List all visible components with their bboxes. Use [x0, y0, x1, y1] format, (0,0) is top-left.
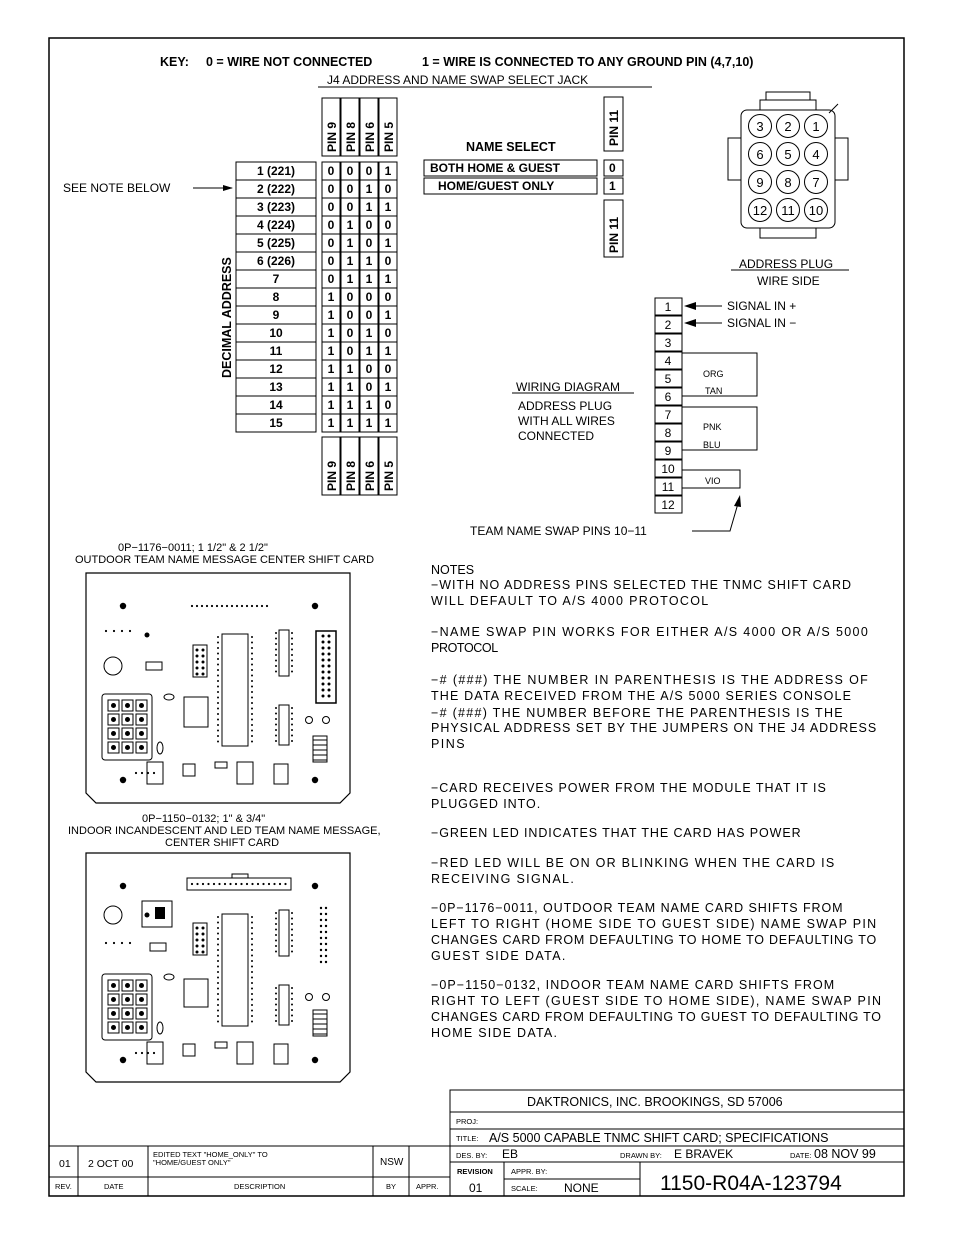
see-note-arrowhead: [223, 185, 233, 191]
address-label: 7: [272, 272, 280, 286]
swap-arrowhead: [734, 495, 741, 507]
note-line: CHANGES CARD FROM DEFAULTING TO GUEST TO DEFAULTING TO: [431, 1010, 881, 1024]
jack-title: J4 ADDRESS AND NAME SWAP SELECT JACK: [327, 73, 589, 87]
led: [323, 717, 330, 724]
plug-top-collar: [760, 100, 816, 110]
address-bit: 0: [327, 218, 335, 232]
address-bit: 1: [327, 290, 335, 304]
address-bit: 0: [384, 362, 392, 376]
title-block: [450, 1090, 904, 1196]
address-bit: 0: [384, 398, 392, 412]
address-bit: 0: [327, 254, 335, 268]
notes-section: [431, 563, 881, 1040]
note-line: HOME SIDE DATA.: [431, 1026, 557, 1040]
address-bit: 0: [346, 182, 354, 196]
secondary-ic: [279, 630, 289, 676]
led: [306, 717, 313, 724]
address-bit: 1: [384, 416, 392, 430]
name-select-bit-home: 1: [609, 179, 616, 193]
pin-header-label: PIN 6: [363, 460, 377, 491]
wiring-desc-3: CONNECTED: [518, 429, 595, 443]
address-bit: 0: [365, 164, 373, 178]
address-bit: 0: [365, 380, 373, 394]
drawing-date: 08 NOV 99: [814, 1147, 876, 1161]
plug-pin-number: 7: [812, 175, 820, 190]
proj-label: PROJ:: [456, 1117, 479, 1126]
address-label: 9: [272, 308, 280, 322]
address-bit: 1: [327, 308, 335, 322]
pin-header-label: PIN 9: [325, 121, 339, 152]
address-bit: 0: [384, 290, 392, 304]
plug-pin-number: 11: [781, 203, 795, 218]
note-line: −0P−1150−0132, INDOOR TEAM NAME CARD SHIFTS FROM: [431, 978, 835, 992]
address-bit: 1: [327, 380, 335, 394]
wiring-desc-1: ADDRESS PLUG: [518, 399, 613, 413]
address-bit: 1: [346, 362, 354, 376]
drawing-number: 1150-R04A-123794: [660, 1172, 842, 1195]
pin-header-top: [322, 98, 397, 156]
plug-right-tab: [835, 138, 848, 180]
small-ic: [183, 1044, 195, 1056]
address-bit: 1: [384, 272, 392, 286]
address-bit: 1: [346, 236, 354, 250]
name-select: [424, 97, 623, 257]
address-bit: 1: [365, 254, 373, 268]
wire-vio: VIO: [705, 476, 721, 486]
note-line: PHYSICAL ADDRESS SET BY THE JUMPERS ON THE J4 ADDRESS: [431, 721, 877, 735]
des-by: EB: [502, 1147, 519, 1161]
note-line: RIGHT TO LEFT (GUEST SIDE TO HOME SIDE), NAME SWAP PIN: [431, 994, 881, 1008]
wire-pnk: PNK: [703, 422, 722, 432]
address-bit: 0: [346, 326, 354, 340]
address-label: 3 (223): [256, 200, 296, 214]
address-bit: 1: [365, 200, 373, 214]
small-ic: [237, 762, 253, 784]
address-label: 11: [269, 344, 283, 358]
mounting-hole: [120, 883, 126, 889]
mounting-hole: [312, 1057, 318, 1063]
see-note-label: SEE NOTE BELOW: [63, 181, 171, 195]
address-label: 5 (225): [256, 236, 296, 250]
note-line: −GREEN LED INDICATES THAT THE CARD HAS POWER: [431, 826, 801, 840]
swap-label: TEAM NAME SWAP PINS 10−11: [470, 524, 647, 538]
wiring-pin-number: 12: [661, 498, 675, 512]
address-plug-connector: [728, 92, 849, 288]
address-bit: 1: [346, 416, 354, 430]
address-bit: 0: [365, 236, 373, 250]
wiring-pin-number: 6: [664, 390, 672, 404]
scale-value: NONE: [564, 1181, 599, 1195]
note-line: WILL DEFAULT TO A/S 4000 PROTOCOL: [431, 594, 709, 608]
revision-block: [49, 1146, 450, 1196]
diode: [150, 943, 166, 951]
mounting-hole: [312, 603, 318, 609]
rev-header-rev: REV.: [55, 1182, 72, 1191]
wire-blu: BLU: [703, 440, 721, 450]
title-label: TITLE:: [456, 1134, 479, 1143]
plug-pin-number: 4: [812, 147, 820, 162]
plug-pin-number: 3: [756, 119, 764, 134]
wiring-desc-2: WITH ALL WIRES: [518, 414, 615, 428]
jumper-block: [193, 645, 207, 677]
rev-by: NSW: [380, 1157, 404, 1168]
pin-header-label: PIN 5: [382, 121, 396, 152]
notes-heading: NOTES: [431, 563, 475, 577]
note-line: CHANGES CARD FROM DEFAULTING TO HOME TO DEFAULTING TO: [431, 933, 877, 947]
decimal-address-label: DECIMAL ADDRESS: [220, 257, 234, 378]
address-label: 15: [269, 416, 283, 430]
address-bit: 1: [365, 398, 373, 412]
scale-label: SCALE:: [511, 1184, 538, 1193]
name-select-bit-both: 0: [609, 161, 616, 175]
address-bit: 0: [346, 290, 354, 304]
key-one: 1 = WIRE IS CONNECTED TO ANY GROUND PIN (4,7,10): [422, 55, 754, 69]
rev-desc-1: EDITED TEXT "HOME_ONLY" TO: [153, 1150, 268, 1159]
wiring-pin-number: 1: [664, 300, 672, 314]
regulator: [184, 697, 208, 727]
address-bit: 0: [327, 200, 335, 214]
rev-desc-2: "HOME/GUEST ONLY": [153, 1158, 231, 1167]
rev-value: 01: [59, 1158, 71, 1170]
plug-pin-number: 10: [808, 203, 824, 218]
note-line: RECEIVING SIGNAL.: [431, 872, 574, 886]
plug-pin-number: 5: [784, 147, 792, 162]
note-line: −WITH NO ADDRESS PINS SELECTED THE TNMC SHIFT CARD: [431, 578, 851, 592]
address-label: 12: [269, 362, 283, 376]
address-bit: 1: [365, 272, 373, 286]
card1-title-1: 0P−1176−0011; 1 1/2" & 2 1/2": [118, 542, 268, 554]
address-label: 6 (226): [256, 254, 296, 268]
note-line: −NAME SWAP PIN WORKS FOR EITHER A/S 4000 OR A/S 5000: [431, 625, 868, 639]
wiring-pin-number: 9: [664, 444, 672, 458]
mounting-hole: [312, 883, 318, 889]
small-ic: [183, 764, 195, 776]
address-label: 4 (224): [256, 218, 296, 232]
address-label: 1 (221): [256, 164, 296, 178]
drawn-by: E BRAVEK: [674, 1147, 734, 1161]
wire-tan: TAN: [705, 386, 723, 396]
address-bit: 1: [384, 164, 392, 178]
appr-label: APPR. BY:: [511, 1167, 548, 1176]
address-bit: 0: [365, 290, 373, 304]
card2-title-1: 0P−1150−0132; 1" & 3/4": [142, 813, 266, 825]
pin-header-label: PIN 9: [325, 460, 339, 491]
address-bit: 1: [346, 272, 354, 286]
rev-header-date: DATE: [104, 1182, 124, 1191]
wiring-pin-number: 3: [664, 336, 672, 350]
address-bit: 0: [384, 254, 392, 268]
plug-pin-number: 12: [752, 203, 768, 218]
card2-board: [86, 853, 350, 1082]
note-line: PROTOCOL: [431, 641, 499, 655]
address-label: 10: [269, 326, 283, 340]
secondary-ic: [279, 910, 289, 956]
address-bit: 1: [365, 326, 373, 340]
note-line: −# (###) THE NUMBER IN PARENTHESIS IS THE ADDRESS OF: [431, 673, 868, 687]
revision-label: REVISION: [457, 1167, 493, 1176]
address-bit: 1: [365, 344, 373, 358]
des-label: DES. BY:: [456, 1151, 488, 1160]
address-bit: 1: [384, 200, 392, 214]
rev-date: 2 OCT 00: [88, 1158, 134, 1170]
name-select-row-home: HOME/GUEST ONLY: [438, 179, 555, 193]
address-bit: 1: [384, 380, 392, 394]
diode: [146, 662, 162, 670]
signal-minus-arrowhead: [684, 319, 696, 327]
address-bit: 0: [365, 362, 373, 376]
note-line: −0P−1176−0011, OUTDOOR TEAM NAME CARD SHIFTS FROM: [431, 901, 843, 915]
address-bit: 0: [384, 218, 392, 232]
address-bit: 0: [346, 200, 354, 214]
address-bit: 0: [327, 182, 335, 196]
wiring-title: WIRING DIAGRAM: [516, 380, 620, 394]
key-label: KEY:: [160, 55, 189, 69]
address-label: 2 (222): [256, 182, 296, 196]
jumper-block: [193, 923, 207, 955]
name-select-row-both: BOTH HOME & GUEST: [430, 161, 561, 175]
address-bit: 1: [365, 416, 373, 430]
name-select-pin-bottom: PIN 11: [607, 216, 621, 253]
led: [323, 994, 330, 1001]
mounting-hole: [120, 603, 126, 609]
mounting-hole: [312, 777, 318, 783]
note-line: PLUGGED INTO.: [431, 797, 541, 811]
address-bit: 0: [384, 182, 392, 196]
address-bit: 1: [327, 416, 335, 430]
note-line: PINS: [431, 737, 465, 751]
card1-title-2: OUTDOOR TEAM NAME MESSAGE CENTER SHIFT CARD: [75, 554, 375, 566]
wiring-diagram: [470, 298, 796, 538]
main-ic: [222, 914, 248, 1026]
key-legend: [160, 55, 753, 69]
plug-pin-number: 8: [784, 175, 792, 190]
plug-subtitle: WIRE SIDE: [757, 274, 820, 288]
pin-header-bottom: [322, 437, 397, 495]
drawn-label: DRAWN BY:: [620, 1151, 662, 1160]
address-bit: 0: [327, 164, 335, 178]
wire-org: ORG: [703, 369, 724, 379]
rev-header-by: BY: [386, 1182, 397, 1191]
address-bit: 1: [346, 218, 354, 232]
wiring-pin-number: 4: [664, 354, 672, 368]
note-line: −RED LED WILL BE ON OR BLINKING WHEN THE CARD IS: [431, 856, 835, 870]
wiring-pin-number: 2: [664, 318, 672, 332]
revision-value: 01: [469, 1181, 483, 1195]
address-bit: 0: [327, 236, 335, 250]
main-ic: [222, 634, 248, 746]
small-ic: [237, 1042, 253, 1064]
address-bit: 1: [327, 344, 335, 358]
capacitor: [104, 906, 122, 924]
company-name: DAKTRONICS, INC. BROOKINGS, SD 57006: [527, 1095, 783, 1109]
pin-header-label: PIN 5: [382, 460, 396, 491]
note-line: LEFT TO RIGHT (HOME SIDE TO GUEST SIDE) NAME SWAP PIN: [431, 917, 877, 931]
address-bit: 1: [327, 362, 335, 376]
address-label: 14: [269, 398, 283, 412]
small-ic: [274, 764, 288, 784]
mounting-hole: [120, 1057, 126, 1063]
note-line: GUEST SIDE DATA.: [431, 949, 566, 963]
address-bit: 1: [384, 308, 392, 322]
swap-arrow: [692, 500, 739, 531]
address-label: 8: [272, 290, 280, 304]
rev-header-appr: APPR.: [416, 1182, 439, 1191]
mounting-hole: [120, 777, 126, 783]
address-table: [236, 162, 397, 432]
small-ic: [274, 1044, 288, 1064]
wiring-pin-number: 5: [664, 372, 672, 386]
card2-title-2: INDOOR INCANDESCENT AND LED TEAM NAME MESSAGE,: [68, 825, 381, 837]
wiring-pin-number: 10: [661, 462, 675, 476]
address-bit: 1: [384, 236, 392, 250]
address-bit: 1: [327, 326, 335, 340]
pin-header-label: PIN 6: [363, 121, 377, 152]
address-bit: 1: [346, 398, 354, 412]
note-line: −# (###) THE NUMBER BEFORE THE PARENTHESIS IS THE: [431, 706, 843, 720]
note-line: THE DATA RECEIVED FROM THE A/S 5000 SERIES CONSOLE: [431, 689, 851, 703]
plug-top-latch: [766, 92, 810, 100]
plug-pin-number: 9: [756, 175, 764, 190]
name-select-title: NAME SELECT: [466, 140, 556, 154]
address-label: 13: [269, 380, 283, 394]
regulator-tab: [155, 907, 165, 919]
wiring-pin-number: 7: [664, 408, 672, 422]
pin-header-label: PIN 8: [344, 460, 358, 491]
rev-header-desc: DESCRIPTION: [234, 1182, 286, 1191]
address-bit: 0: [346, 164, 354, 178]
address-bit: 1: [327, 398, 335, 412]
signal-minus-label: SIGNAL IN −: [727, 316, 797, 330]
drawing-title: A/S 5000 CAPABLE TNMC SHIFT CARD; SPECIFICATIONS: [489, 1131, 829, 1145]
signal-plus-label: SIGNAL IN +: [727, 299, 797, 313]
wiring-pin-number: 11: [661, 480, 675, 494]
address-bit: 0: [384, 326, 392, 340]
address-bit: 0: [327, 272, 335, 286]
wiring-pin-number: 8: [664, 426, 672, 440]
plug-title: ADDRESS PLUG: [739, 257, 834, 271]
plug-left-tab: [728, 138, 741, 180]
address-bit: 1: [384, 344, 392, 358]
address-bit: 0: [346, 308, 354, 322]
signal-plus-arrowhead: [684, 302, 696, 310]
date-label: DATE:: [790, 1151, 812, 1160]
address-bit: 0: [365, 308, 373, 322]
plug-pin-number: 1: [812, 119, 820, 134]
address-bit: 1: [346, 254, 354, 268]
plug-pin-number: 6: [756, 147, 764, 162]
plug-pin-number: 2: [784, 119, 792, 134]
address-bit: 1: [365, 182, 373, 196]
note-line: −CARD RECEIVES POWER FROM THE MODULE THAT IT IS: [431, 781, 826, 795]
card1-board: [86, 573, 350, 803]
plug-bottom-collar: [760, 228, 816, 238]
key-zero: 0 = WIRE NOT CONNECTED: [206, 55, 373, 69]
pin-header-label: PIN 8: [344, 121, 358, 152]
card2-title-3: CENTER SHIFT CARD: [165, 837, 280, 849]
capacitor: [104, 657, 122, 675]
ribbon-connector: [316, 631, 336, 703]
led: [306, 994, 313, 1001]
name-select-pin-top: PIN 11: [607, 109, 621, 146]
address-bit: 1: [346, 380, 354, 394]
tertiary-ic: [279, 705, 289, 745]
address-bit: 0: [365, 218, 373, 232]
tertiary-ic: [279, 985, 289, 1025]
regulator-2: [184, 979, 208, 1007]
address-bit: 0: [346, 344, 354, 358]
